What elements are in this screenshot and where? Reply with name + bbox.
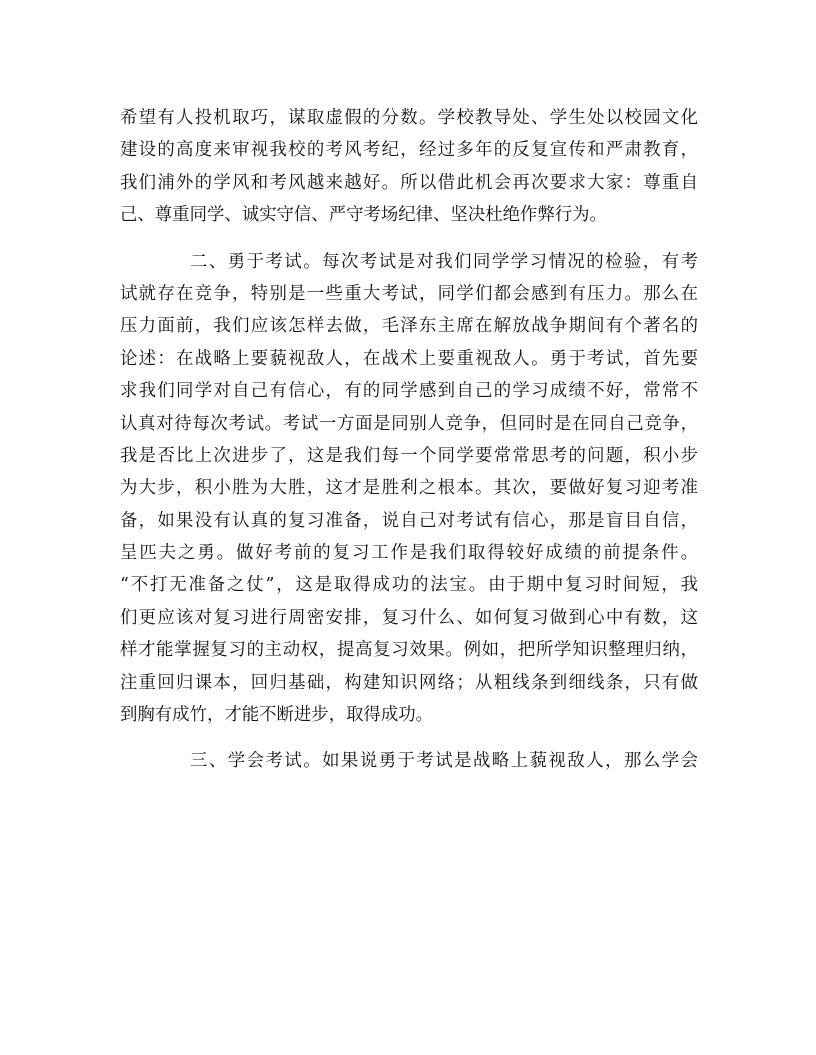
text-line: 们更应该对复习进行周密安排，复习什么、如何复习做到心中有数，这 [120,607,698,628]
text-line: 注重回归课本，回归基础，构建知识网络；从粗线条到细线条，只有做 [120,672,698,693]
text-line: “不打无准备之仗”，这是取得成功的法宝。由于期中复习时间短，我 [120,575,698,596]
text-line: 三、学会考试。如果说勇于考试是战略上藐视敌人，那么学会 [190,751,698,772]
paragraph-3 [120,745,698,777]
text-line: 试就存在竞争，特别是一些重大考试，同学们都会感到有压力。那么在 [120,283,698,304]
text-line: 到胸有成竹，才能不断进步，取得成功。 [120,705,434,726]
text-line: 求我们同学对自己有信心，有的同学感到自己的学习成绩不好，常常不 [120,381,698,402]
text-line: 我们浦外的学风和考风越来越好。所以借此机会再次要求大家：尊重自 [120,172,698,193]
text-line: 样才能掌握复习的主动权，提高复习效果。例如，把所学知识整理归纳， [120,640,698,661]
text-line: 己、尊重同学、诚实守信、严守考场纪律、坚决杜绝作弊行为。 [120,205,607,226]
text-line: 呈匹夫之勇。做好考前的复习工作是我们取得较好成绩的前提条件。 [120,543,698,564]
paragraph-2 [120,246,698,732]
paragraph-spacer [120,232,698,246]
text-line: 为大步，积小胜为大胜，这才是胜利之根本。其次，要做好复习迎考准 [120,478,698,499]
text-line: 备，如果没有认真的复习准备，说自己对考试有信心，那是盲目自信， [120,510,698,531]
paragraph-spacer [120,731,698,745]
text-line: 我是否比上次进步了，这是我们每一个同学要常常思考的问题，积小步 [120,445,698,466]
text-line: 论述：在战略上要藐视敌人，在战术上要重视敌人。勇于考试，首先要 [120,348,698,369]
text-line: 建设的高度来审视我校的考风考纪，经过多年的反复宣传和严肃教育， [120,140,698,161]
text-line: 认真对待每次考试。考试一方面是同别人竞争，但同时是在同自己竞争， [120,413,698,434]
text-line: 希望有人投机取巧，谋取虚假的分数。学校教导处、学生处以校园文化 [120,108,698,128]
document-body [120,102,698,778]
text-line: 二、勇于考试。每次考试是对我们同学学习情况的检验，有考 [190,251,698,272]
paragraph-1 [120,102,698,232]
text-line: 压力面前，我们应该怎样去做，毛泽东主席在解放战争期间有个著名的 [120,316,698,337]
